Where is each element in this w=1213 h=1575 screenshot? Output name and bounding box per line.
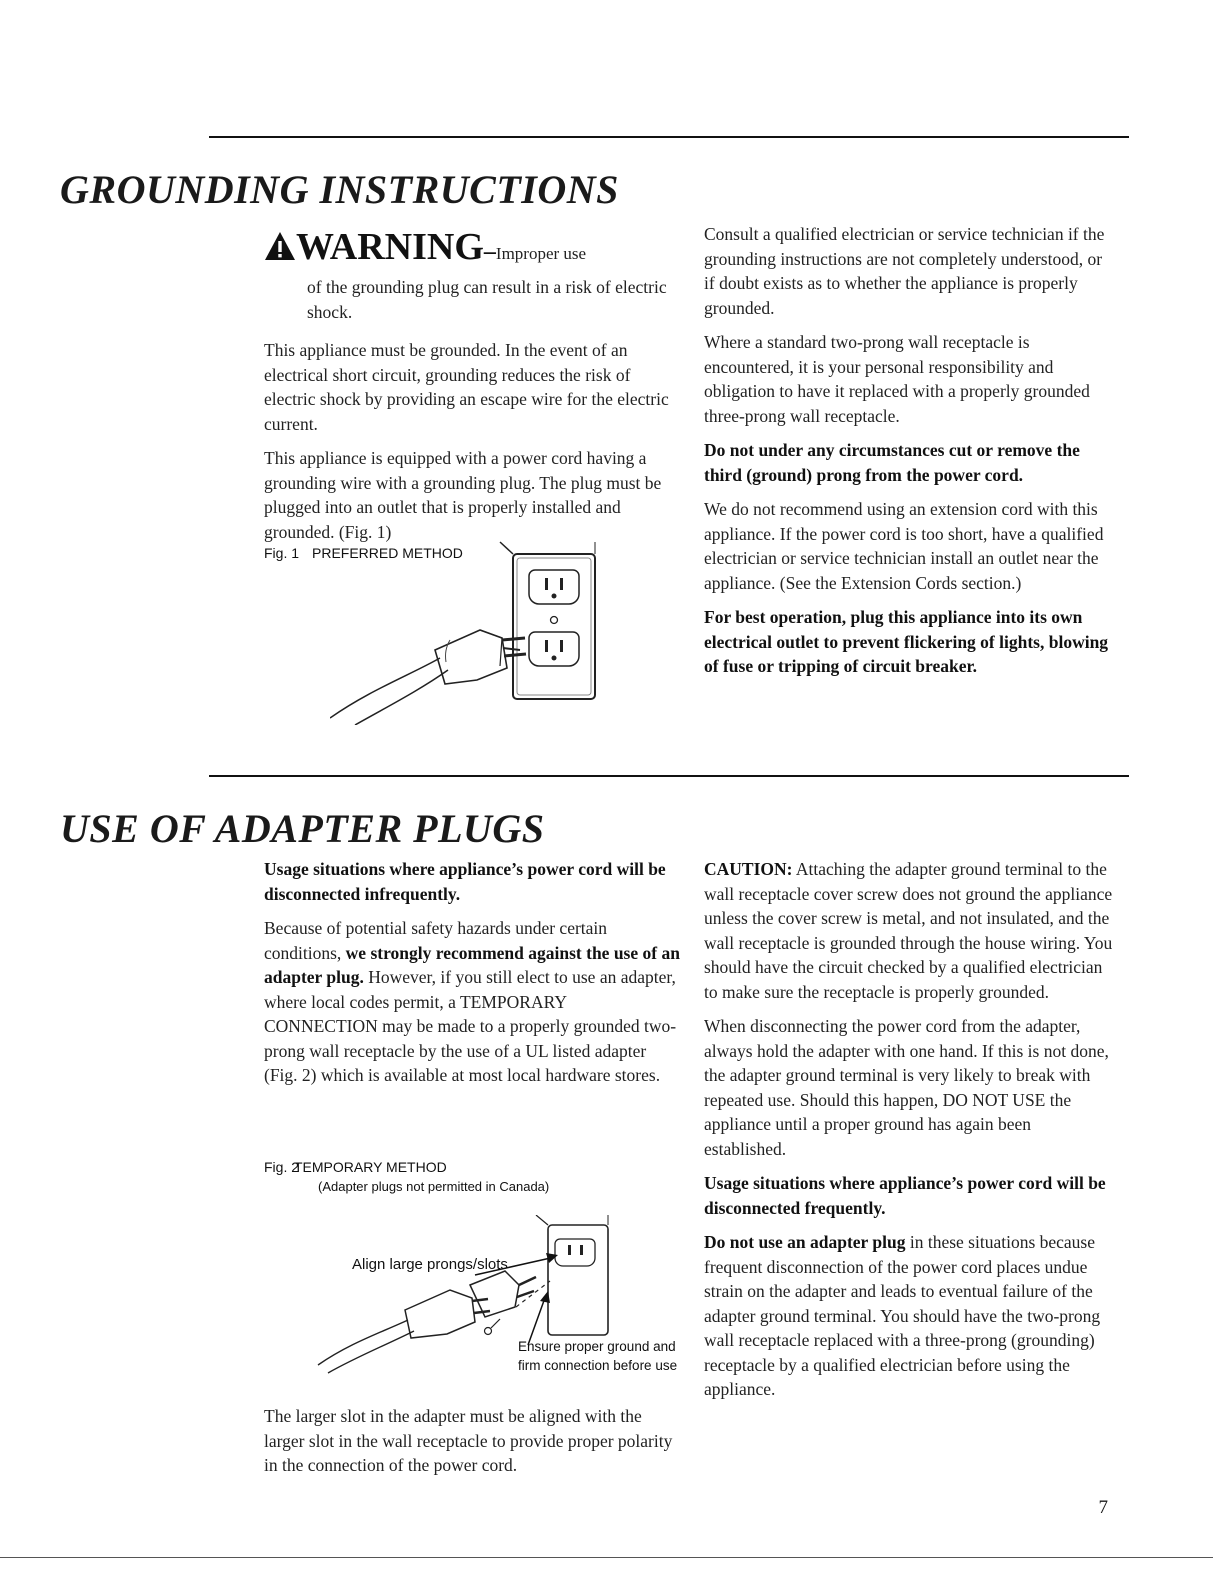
fig1-outlet-illustration — [330, 540, 610, 725]
caution-paragraph — [704, 857, 1114, 1004]
warning-word: WARNING — [296, 226, 484, 268]
warning-triangle-icon — [264, 231, 296, 261]
grounding-title: GROUNDING INSTRUCTIONS — [60, 167, 619, 212]
because-text-1: Because of potential safety hazards under certain conditions, — [264, 918, 608, 963]
caution-text: Attaching the adapter ground terminal to the wall receptacle cover screw does not ground the appliance unless the cover screw is metal, and not insulated, and the wall receptacle is grounded through the house wiring. You should have the circuit checked by a qualified electrician to make sure the receptacle is properly grounded. — [704, 859, 1113, 1002]
best-operation-paragraph: For best operation, plug this appliance into its own electrical outlet to prevent flickering of lights, blowing of fuse or tripping of circuit breaker. — [704, 607, 1109, 676]
fig1-label: Fig. 1 — [264, 545, 300, 561]
top-rule — [209, 136, 1129, 138]
because-text-bold: we strongly recommend against the use of an adapter plug. — [264, 942, 680, 987]
warning-rest: of the grounding plug can result in a risk of electric shock. — [307, 277, 667, 322]
adapter-left-column — [264, 857, 684, 1098]
fig2-ensure-line1: Ensure proper ground and — [518, 1339, 676, 1354]
middle-rule — [209, 775, 1129, 777]
usage-frequent-heading: Usage situations where appliance’s power cord will be disconnected frequently. — [704, 1173, 1106, 1218]
fig2-subcaption: (Adapter plugs not permitted in Canada) — [318, 1179, 550, 1194]
disconnecting-paragraph: When disconnecting the power cord from the adapter, always hold the adapter with one hand. If this is not done, the adapter ground terminal is very likely to break with repeated use. Should this happen, DO NOT USE the appliance until a proper ground has again been established. — [704, 1016, 1109, 1159]
page-number: 7 — [1098, 1497, 1108, 1518]
two-prong-paragraph: Where a standard two-prong wall receptacle is encountered, it is your personal responsibility and obligation to have it replaced with a properly grounded three-prong wall receptacle. — [704, 332, 1090, 426]
bottom-edge-line — [0, 1557, 1213, 1558]
fig2-label: Fig. 2 — [264, 1159, 300, 1175]
do-not-use-bold: Do not use an adapter plug — [704, 1232, 906, 1252]
do-not-cut-warning: Do not under any circumstances cut or remove the third (ground) prong from the power cord. — [704, 440, 1080, 485]
larger-slot-paragraph: The larger slot in the adapter must be aligned with the larger slot in the wall receptacle to provide proper polarity in the connection of the power cord. — [264, 1406, 673, 1475]
fig2-align-label: Align large prongs/slots — [352, 1256, 508, 1273]
extension-paragraph: We do not recommend using an extension cord with this appliance. If the power cord is too short, have a qualified electrician or service technician install an outlet near the appliance. (See the Extension Cords section.) — [704, 499, 1104, 593]
adapter-right-column — [704, 857, 1114, 1412]
usage-infrequent-heading: Usage situations where appliance’s power cord will be disconnected infrequently. — [264, 859, 666, 904]
grounding-right-column — [704, 222, 1114, 689]
consult-paragraph: Consult a qualified electrician or service technician if the grounding instructions are not completely understood, or if doubt exists as to whether the appliance is properly grounded. — [704, 224, 1105, 318]
grounding-left-column — [264, 226, 684, 554]
because-paragraph — [264, 916, 684, 1088]
warning-block — [264, 226, 684, 324]
grounding-para-1: This appliance must be grounded. In the event of an electrical short circuit, grounding reduces the risk of electric shock by providing an escape wire for the electric current. — [264, 340, 669, 434]
fig2-ensure-line2: firm connection before use — [518, 1358, 678, 1373]
grounding-para-2: This appliance is equipped with a power cord having a grounding wire with a grounding plug. The plug must be plugged into an outlet that is properly installed and grounded. (Fig. 1) — [264, 448, 662, 542]
warning-dash: – — [483, 239, 496, 265]
do-not-use-paragraph — [704, 1230, 1114, 1402]
do-not-use-text: in these situations because frequent disconnection of the power cord places undue strain on the adapter and leads to eventual failure of the adapter ground terminal. You should have the two-prong wall receptacle replaced with a three-prong (grounding) receptacle by a qualified electrician before using the appliance. — [704, 1232, 1101, 1399]
because-text-2: However, if you still elect to use an adapter, where local codes permit, a TEMPORARY CONNECTION may be made to a properly grounded two-prong wall receptacle by the use of a UL listed adapter (Fig. 2) which is available at most local hardware stores. — [264, 967, 677, 1085]
caution-label: CAUTION: — [704, 859, 793, 879]
adapter-title: USE OF ADAPTER PLUGS — [60, 806, 545, 851]
fig2-caption: TEMPORARY METHOD — [294, 1159, 447, 1175]
fig1-caption: PREFERRED METHOD — [312, 545, 463, 561]
warning-lead: Improper use — [495, 244, 587, 263]
